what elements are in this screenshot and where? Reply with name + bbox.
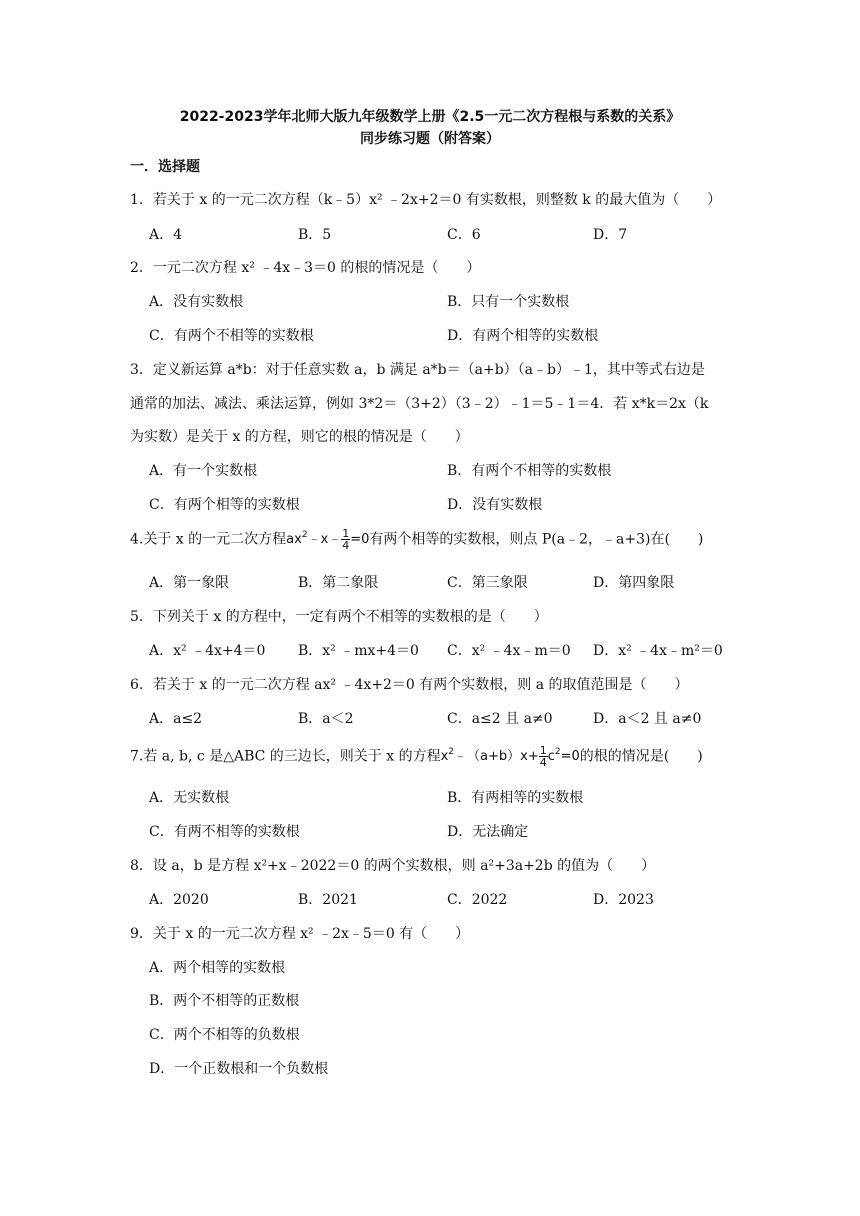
q5-option-d: D．x² ﹣4x﹣m²＝0 — [593, 643, 723, 659]
q1-option-a: A．4 — [149, 227, 183, 243]
q2-option-b: B．只有一个实数根 — [447, 294, 570, 310]
q4-option-c: C．第三象限 — [447, 575, 528, 591]
q4-formula-lhs: ax — [286, 532, 302, 547]
q4-fraction-num: 1 — [342, 527, 350, 540]
question-3-line-3: 为实数）是关于 x 的方程，则它的根的情况是（ ） — [130, 429, 469, 445]
q3-option-b: B．有两个不相等的实数根 — [447, 463, 612, 479]
question-7 — [130, 745, 730, 768]
q8-option-b: B．2021 — [298, 892, 358, 908]
q1-option-b: B．5 — [298, 227, 332, 243]
q7-fraction-den: 4 — [539, 756, 547, 769]
q4-option-b: B．第二象限 — [298, 575, 379, 591]
q4-prefix: 4.关于 x 的一元二次方程 — [130, 531, 287, 548]
q9-option-b: B．两个不相等的正数根 — [149, 993, 300, 1009]
q8-option-c: C．2022 — [447, 892, 508, 908]
q9-option-c: C．两个不相等的负数根 — [149, 1027, 300, 1043]
q2-option-a: A．没有实数根 — [149, 294, 244, 310]
q7-formula-exp2: 2 — [554, 747, 561, 757]
q9-option-a: A．两个相等的实数根 — [149, 960, 286, 976]
q9-option-d: D．一个正数根和一个负数根 — [149, 1061, 329, 1077]
question-5: 5．下列关于 x 的方程中，一定有两个不相等的实数根的是（ ） — [130, 609, 548, 625]
q1-option-d: D．7 — [593, 227, 628, 243]
q7-prefix: 7.若 a, b, c 是△ABC 的三边长，则关于 x 的方程 — [130, 748, 441, 765]
q7-option-b: B．有两相等的实数根 — [447, 790, 584, 806]
q8-option-d: D．2023 — [593, 892, 654, 908]
q4-formula — [286, 528, 369, 551]
q7-option-a: A．无实数根 — [149, 790, 230, 806]
q4-option-a: A．第一象限 — [149, 575, 230, 591]
q6-option-c: C．a≤2 且 a≠0 — [447, 711, 553, 727]
q7-fraction — [539, 745, 548, 768]
q4-formula-rhs: =0 — [350, 532, 370, 547]
question-3-line-1: 3．定义新运算 a*b：对于任意实数 a，b 满足 a*b＝（a+b）（a﹣b）﹣1，其中等式右边是 — [130, 362, 705, 378]
q6-option-d: D．a＜2 且 a≠0 — [593, 711, 702, 727]
section-heading: 一．选择题 — [130, 159, 200, 175]
question-9: 9．关于 x 的一元二次方程 x² ﹣2x﹣5＝0 有（ ） — [130, 926, 470, 942]
q7-option-d: D．无法确定 — [447, 824, 529, 840]
q6-option-a: A．a≤2 — [149, 711, 203, 727]
document-title: 2022-2023学年北师大版九年级数学上册《2.5一元二次方程根与系数的关系》 — [179, 109, 681, 125]
q2-option-d: D．有两个相等的实数根 — [447, 328, 599, 344]
q4-fraction-den: 4 — [342, 539, 350, 552]
question-2: 2．一元二次方程 x² ﹣4x﹣3＝0 的根的情况是（ ） — [130, 260, 481, 276]
q7-formula-mid: ﹣（a+b）x+ — [454, 749, 539, 764]
q5-option-a: A．x² ﹣4x+4＝0 — [149, 643, 266, 659]
question-8: 8．设 a，b 是方程 x²+x﹣2022＝0 的两个实数根，则 a²+3a+2b 的值为（ ） — [130, 858, 656, 874]
q1-option-c: C．6 — [447, 227, 481, 243]
q7-option-c: C．有两不相等的实数根 — [149, 824, 300, 840]
q8-option-a: A．2020 — [149, 892, 209, 908]
q7-suffix: 的根的情况是( ) — [579, 748, 703, 765]
q6-option-b: B．a＜2 — [298, 711, 354, 727]
q7-fraction-num: 1 — [539, 744, 547, 757]
question-4 — [130, 528, 730, 551]
question-6: 6．若关于 x 的一元二次方程 ax² ﹣4x+2＝0 有两个实数根，则 a 的取值范围是（ ） — [130, 677, 689, 693]
q7-formula-rhs: =0 — [560, 749, 580, 764]
q4-formula-mid: ﹣x﹣ — [307, 532, 342, 547]
q5-option-b: B．x² ﹣mx+4＝0 — [298, 643, 419, 659]
q7-formula-exp: 2 — [448, 747, 455, 757]
q7-formula-lhs: x — [440, 749, 449, 764]
q4-option-d: D．第四象限 — [593, 575, 675, 591]
q4-fraction — [341, 528, 350, 551]
document-subtitle: 同步练习题（附答案） — [360, 131, 500, 147]
q3-option-c: C．有两个相等的实数根 — [149, 497, 300, 513]
q2-option-c: C．有两个不相等的实数根 — [149, 328, 314, 344]
q7-formula — [441, 745, 580, 768]
q3-option-a: A．有一个实数根 — [149, 463, 258, 479]
q3-option-d: D．没有实数根 — [447, 497, 543, 513]
q5-option-c: C．x² ﹣4x﹣m＝0 — [447, 643, 571, 659]
question-1: 1．若关于 x 的一元二次方程（k﹣5）x² ﹣2x+2＝0 有实数根，则整数 k 的最大值为（ ） — [130, 192, 722, 208]
q4-formula-exp: 2 — [301, 530, 308, 540]
question-3-line-2: 通常的加法、减法、乘法运算，例如 3*2＝（3+2）（3﹣2）﹣1＝5﹣1＝4．若 x*k＝2x（k — [130, 396, 709, 412]
q4-suffix: 有两个相等的实数根，则点 P(a﹣2，﹣a+3)在( ) — [369, 531, 704, 548]
q7-formula-var: c — [547, 749, 555, 764]
